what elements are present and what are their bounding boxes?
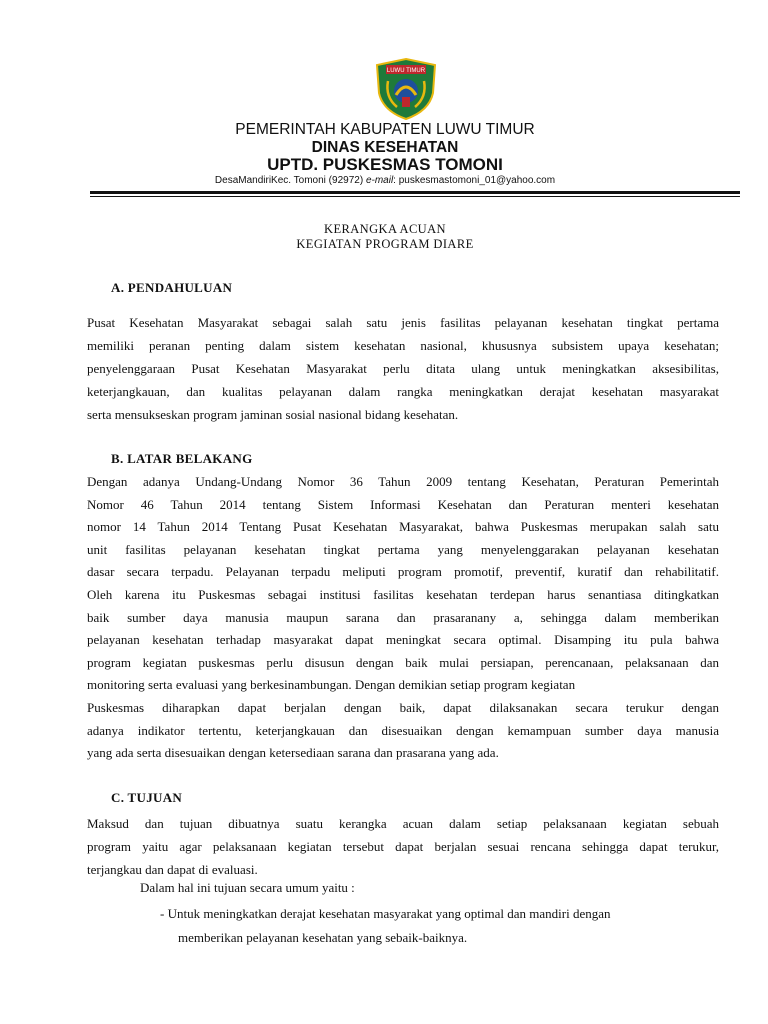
paragraph-line: terjangkau dan dapat di evaluasi.	[87, 862, 258, 877]
paragraph-line: serta mensukseskan program jaminan sosial nasional bidang kesehatan.	[87, 407, 459, 422]
section-c-heading: C. TUJUAN	[111, 790, 183, 805]
section-c-paragraph	[87, 812, 719, 881]
address-email-label: e-mail	[365, 175, 394, 186]
letterhead-address	[180, 175, 590, 186]
paragraph-line: keterjangkauan, dan kualitas pelayanan dalam rangka meningkatkan derajat kesehatan masyarakat	[87, 384, 719, 399]
paragraph-line: program yaitu agar pelaksanaan kegiatan tersebut dapat berjalan sesuai rencana sehingga dapat terukur,	[87, 839, 719, 854]
letterhead-divider-thin	[90, 196, 740, 197]
section-b-paragraph	[87, 471, 719, 765]
letterhead-divider-thick	[90, 191, 740, 194]
letterhead-government: PEMERINTAH KABUPATEN LUWU TIMUR	[235, 121, 535, 138]
bullet-line: memberikan pelayanan kesehatan yang sebaik-baiknya.	[178, 930, 468, 945]
section-b-heading: B. LATAR BELAKANG	[111, 451, 253, 466]
paragraph-line: Dengan adanya Undang-Undang Nomor 36 Tahun 2009 tentang Kesehatan, Peraturan Pemerintah	[87, 474, 719, 489]
paragraph-line: yang ada serta disesuaikan dengan ketersediaan sarana dan prasarana yang ada.	[87, 745, 499, 761]
paragraph-line: unit fasilitas pelayanan kesehatan tingkat pertama yang menyelenggarakan pelayanan kesehatan	[87, 541, 719, 557]
paragraph-line: baik sumber daya manusia maupun sarana dan prasaranany a, sehingga dalam memberikan	[87, 609, 719, 625]
paragraph-line: monitoring serta evaluasi yang berkesinambungan. Dengan demikian setiap program kegiatan	[87, 677, 576, 693]
paragraph-line: nomor 14 Tahun 2014 Tentang Pusat Kesehatan Masyarakat, bahwa Puskesmas merupakan salah satu	[87, 519, 719, 535]
letterhead-department: DINAS KESEHATAN	[311, 139, 459, 156]
paragraph-line: Puskesmas diharapkan dapat berjalan dengan baik, dapat dilaksanakan secara terukur dengan	[87, 699, 719, 715]
address-email: : puskesmastomoni_01@yahoo.com	[393, 175, 556, 186]
paragraph-line: pelayanan kesehatan terhadap masyarakat dapat meningkat secara optimal. Disamping itu pula bahwa	[87, 632, 719, 648]
paragraph-line: Oleh karena itu Puskesmas sebagai institusi fasilitas kesehatan terdepan harus senantiasa ditingkatkan	[87, 586, 719, 602]
bullet-line: - Untuk meningkatkan derajat kesehatan masyarakat yang optimal dan mandiri dengan	[160, 906, 611, 921]
paragraph-line: Nomor 46 Tahun 2014 tentang Sistem Informasi Kesehatan dan Peraturan menteri kesehatan	[87, 496, 719, 512]
section-c-intro: Dalam hal ini tujuan secara umum yaitu :	[140, 880, 355, 895]
paragraph-line: program kegiatan puskesmas perlu disusun dengan baik mulai persiapan, perencanaan, pelaksanaan dan	[87, 654, 719, 670]
paragraph-line: dasar secara terpadu. Pelayanan terpadu meliputi program promotif, preventif, kuratif dan rehabilitatif.	[87, 564, 719, 580]
paragraph-line: Pusat Kesehatan Masyarakat sebagai salah satu jenis fasilitas pelayanan kesehatan tingkat pertama	[87, 315, 719, 330]
paragraph-line: penyelenggaraan Pusat Kesehatan Masyarakat perlu ditata ulang untuk meningkatkan aksesibilitas,	[87, 361, 719, 376]
address-text: DesaMandiriKec. Tomoni (92972)	[214, 175, 366, 186]
logo-label: LUWU TIMUR	[386, 68, 426, 74]
letterhead-institution: UPTD. PUSKESMAS TOMONI	[267, 155, 503, 174]
luwu-timur-emblem-icon	[373, 57, 439, 121]
paragraph-line: memiliki peranan penting dalam sistem kesehatan nasional, khususnya subsistem upaya kesehatan;	[87, 338, 719, 353]
document-title-line1: KERANGKA ACUAN	[324, 222, 446, 236]
paragraph-line: Maksud dan tujuan dibuatnya suatu kerangka acuan dalam setiap pelaksanaan kegiatan sebuah	[87, 816, 719, 831]
section-a-paragraph	[87, 311, 719, 426]
section-a-heading: A. PENDAHULUAN	[111, 280, 233, 295]
paragraph-line: adanya indikator tertentu, keterjangkauan dan disesuaikan dengan kemampuan sumber daya manusia	[87, 722, 719, 738]
document-title-line2: KEGIATAN PROGRAM DIARE	[296, 237, 474, 251]
